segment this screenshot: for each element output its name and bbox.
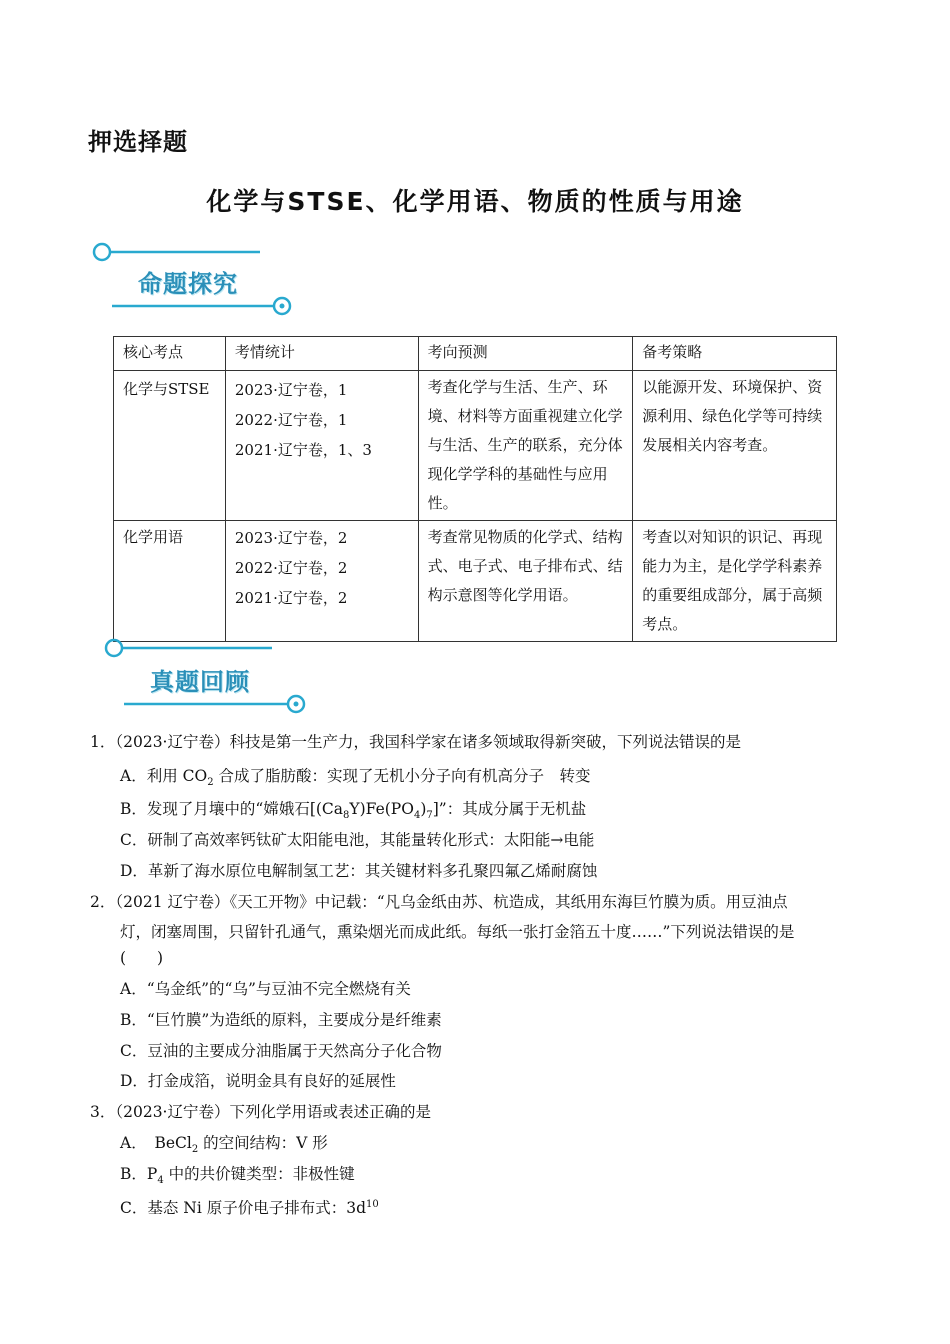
question-1-option-b: B．发现了月壤中的“嫦娥石$[(Ca_8Y)Fe(PO_4)_7]$”：其成分属于无机盐 [120, 800, 587, 822]
table-header-row [114, 337, 837, 371]
question-1-option-c: C．研制了高效率钙钛矿太阳能电池，其能量转化形式：太阳能→电能 [120, 831, 595, 849]
stat-line: 2023·辽宁卷，2 [234, 529, 348, 547]
table-header-cell: 备考策略 [633, 337, 837, 371]
table-header-cell: 考情统计 [225, 337, 418, 371]
section-label: 押选择题 [88, 128, 188, 156]
question-3-option-c: C．基态 Ni 原子价电子排布式：$3d^{10}$ [120, 1199, 379, 1218]
question-1-option-a: A．利用 $CO_2$ 合成了脂肪酸：实现了无机小分子向有机高分子 转变 [120, 767, 591, 789]
question-3-stem: 3．（2023·辽宁卷）下列化学用语或表述正确的是 [90, 1103, 431, 1121]
stat-line: 2021·辽宁卷，2 [234, 589, 348, 607]
stat-line: 2023·辽宁卷，1 [234, 381, 348, 399]
question-1-option-d: D．革新了海水原位电解制氢工艺：其关键材料多孔聚四氟乙烯耐腐蚀 [120, 862, 598, 880]
topic-text: 化学用语 [123, 528, 184, 546]
prediction-cell: 考查化学与生活、生产、环境、材料等方面重视建立化学与生活、生产的联系，充分体现化学学科的基础性与应用性。 [418, 371, 633, 521]
question-3-option-b: B．$P_4$ 中的共价键类型：非极性键 [120, 1165, 355, 1187]
table-header-cell: 考向预测 [418, 337, 633, 371]
page-title: 化学与STSE、化学用语、物质的性质与用途 [206, 187, 744, 216]
stat-line: 2022·辽宁卷，2 [234, 559, 348, 577]
strategy-cell: 考查以对知识的识记、再现能力为主，是化学学科素养的重要组成部分，属于高频考点。 [633, 521, 837, 642]
strategy-cell: 以能源开发、环境保护、资源利用、绿色化学等可持续发展相关内容考查。 [633, 371, 837, 521]
stat-line: 2022·辽宁卷，1 [234, 411, 348, 429]
table-row [114, 521, 837, 642]
review-banner-label: 真题回顾 [150, 668, 250, 696]
table-row [114, 371, 837, 521]
stats-cell [225, 371, 418, 521]
topic-cell [114, 521, 226, 642]
question-2-option-d: D．打金成箔，说明金具有良好的延展性 [120, 1072, 396, 1090]
stats-cell [225, 521, 418, 642]
question-2-option-a: A．“乌金纸”的“乌”与豆油不完全燃烧有关 [120, 980, 411, 998]
topic-text: 化学与STSE [123, 380, 210, 398]
question-3-option-a: A． BeCl$_2$ 的空间结构：V 形 [120, 1134, 328, 1156]
prediction-cell: 考查常见物质的化学式、结构式、电子式、电子排布式、结构示意图等化学用语。 [418, 521, 633, 642]
question-2-answer-blank: ( ) [120, 949, 164, 967]
explore-banner [88, 240, 318, 320]
review-banner [88, 636, 318, 716]
question-2-stem-cont: 灯，闭塞周围，只留针孔通气，熏染烟光而成此纸。每纸一张打金箔五十度……”下列说法错误的是 [120, 923, 795, 941]
table-header-cell: 核心考点 [114, 337, 226, 371]
explore-banner-label: 命题探究 [138, 270, 238, 298]
question-2-option-b: B．“巨竹膜”为造纸的原料，主要成分是纤维素 [120, 1011, 442, 1029]
stat-line: 2021·辽宁卷，1、3 [234, 441, 372, 459]
question-1-stem: 1．（2023·辽宁卷）科技是第一生产力，我国科学家在诸多领域取得新突破，下列说法错误的是 [90, 733, 741, 751]
question-2-option-c: C．豆油的主要成分油脂属于天然高分子化合物 [120, 1042, 442, 1060]
exam-analysis-table [113, 336, 837, 642]
question-2-stem: 2．（2021 辽宁卷）《天工开物》中记载：“凡乌金纸由苏、杭造成，其纸用东海巨竹膜为质。用豆油点 [90, 893, 788, 911]
topic-cell [114, 371, 226, 521]
